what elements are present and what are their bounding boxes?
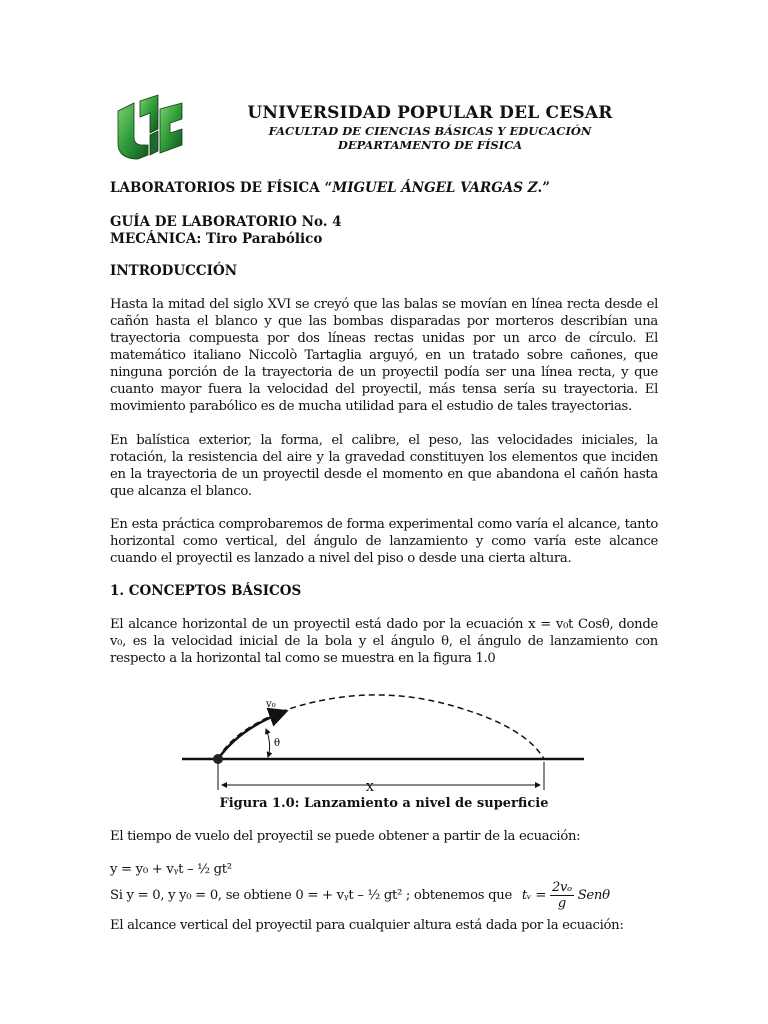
projectile-diagram [170,684,590,796]
equation-position: y = y₀ + vᵧt – ½ gt² [110,862,232,877]
concepts-heading: 1. CONCEPTOS BÁSICOS [110,583,302,599]
vertical-range-intro: El alcance vertical del proyectil para cualquier altura está dada por la ecuación: [110,918,624,933]
tv-fraction [550,880,574,911]
angle-label: θ [274,738,281,749]
guide-number: GUÍA DE LABORATORIO No. 4 [110,214,342,230]
lab-title: LABORATORIOS DE FÍSICA “MIGUEL ÁNGEL VARGAS Z.” [110,180,551,196]
department-name: DEPARTAMENTO DE FÍSICA [337,138,523,152]
university-logo [112,93,188,163]
university-title: UNIVERSIDAD POPULAR DEL CESAR [247,103,613,123]
intro-paragraph-1: Hasta la mitad del siglo XVI se creyó que las balas se movían en línea recta desde el cañón hasta el blanco y que las bombas disparadas por morteros describían una trayectoria compuesta por dos líneas rectas unidas por un arco de círculo. El matemático italiano Niccolò Tartaglia arguyó, en un tratado sobre cañones, que ninguna porción de la trayectoria de un proyectil podía ser una línea recta, y que cuanto mayor fuera la velocidad del proyectil, más tensa sería su trayectoria. El movimiento parabólico es de mucha utilidad para el estudio de tales trayectorias. [110,297,658,414]
intro-paragraph-2: En balística exterior, la forma, el calibre, el peso, las velocidades iniciales, la rotación, la resistencia del aire y la gravedad constituyen los elementos que inciden en la trayectoria de un proyectil desde el momento en que abandona el cañón hasta que alcanza el blanco. [110,433,658,499]
velocity-vector [218,712,284,759]
tv-denominator: g [557,896,566,911]
equation-flight-time: Si y = 0, y y₀ = 0, se obtiene 0 = + vᵧt – ½ gt² ; obtenemos que tᵥ = $\frac{\text{2vₒ}}{g}$ Senθ [110,880,610,911]
intro-paragraph-3: En esta práctica comprobaremos de forma experimental como varía el alcance, tanto horizontal como vertical, del ángulo de lanzamiento y como varía este alcance cuando el proyectil es lanzado a nivel del piso o desde una cierta altura. [110,517,658,566]
tv-lhs: tᵥ = [521,888,547,903]
tv-rhs: Senθ [577,888,610,903]
guide-topic: MECÁNICA: Tiro Parabólico [110,231,323,247]
faculty-name: FACULTAD DE CIENCIAS BÁSICAS Y EDUCACIÓN [268,124,592,138]
range-label: X [366,781,374,794]
figure-caption: Figura 1.0: Lanzamiento a nivel de superficie [219,796,549,811]
tv-numerator: 2vₒ [552,880,572,895]
lab-name: MIGUEL ÁNGEL VARGAS Z [332,180,538,196]
flight-time-intro: El tiempo de vuelo del proyectil se puede obtener a partir de la ecuación: [110,829,581,844]
angle-arc [266,729,270,757]
intro-heading: INTRODUCCIÓN [110,263,238,279]
concepts-paragraph-1: El alcance horizontal de un proyectil está dado por la ecuación x = v₀t Cosθ, donde v₀, es la velocidad inicial de la bola y el ángulo θ, el ángulo de lanzamiento con respecto a la horizontal tal como se muestra en la figura 1.0 [110,617,658,666]
velocity-label: v₀ [266,699,276,710]
